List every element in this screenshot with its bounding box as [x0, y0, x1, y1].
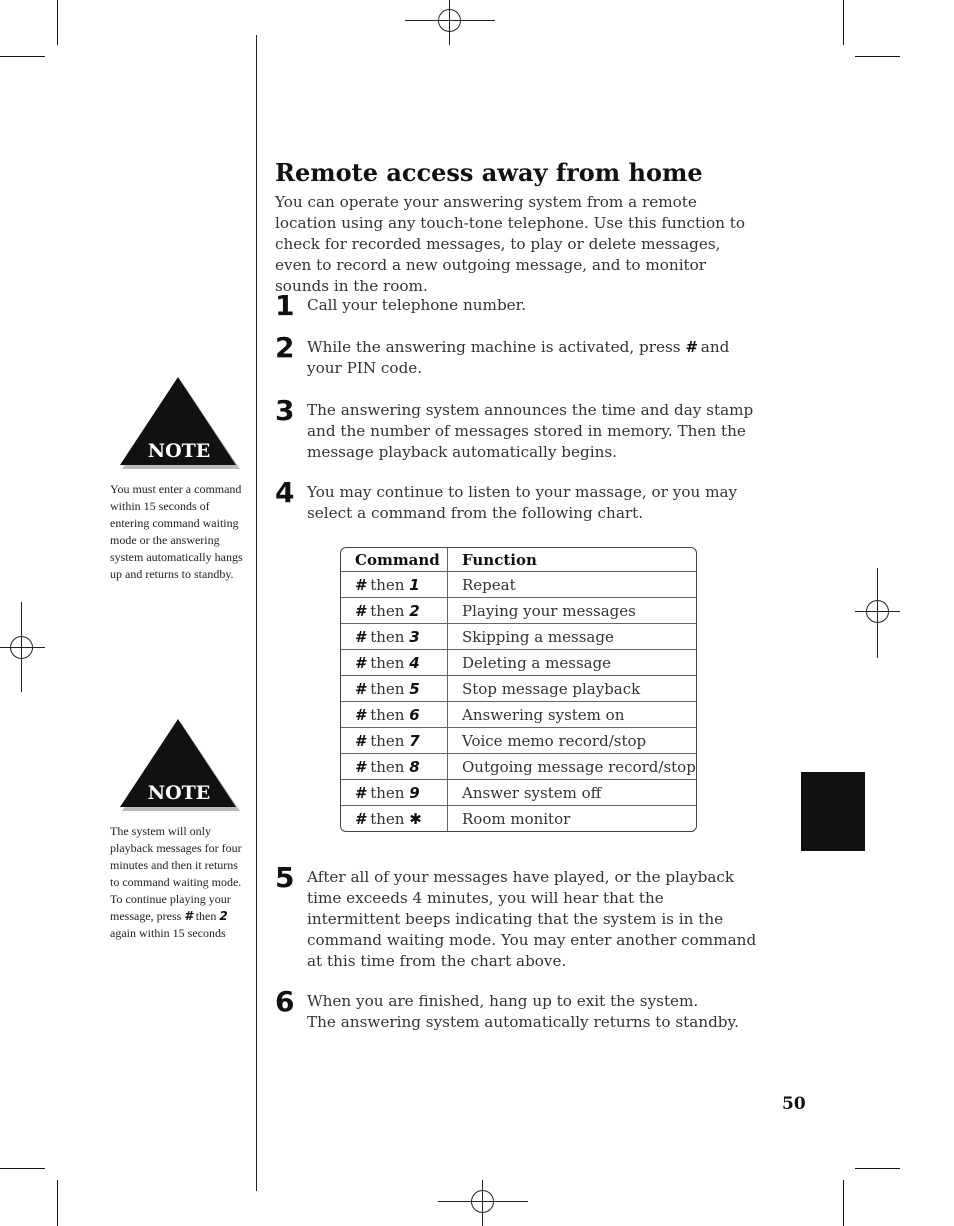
step-text-after: and your PIN code.	[307, 338, 730, 377]
intro-paragraph: You can operate your answering system from a remote location using any touch-tone telephone. Use this function to check for recorded messages, to play or delete messages, even to record a new outgoing message, and to monitor sounds in the room.	[275, 193, 746, 295]
key-symbol: 8	[409, 757, 420, 776]
function-cell: Stop message playback	[448, 676, 696, 702]
function-cell: Room monitor	[462, 809, 571, 828]
step-number: 6	[275, 985, 295, 1018]
step-5	[275, 861, 760, 972]
hash-key-symbol: #	[355, 809, 366, 828]
note-triangle-icon	[118, 717, 240, 815]
key-symbol: 1	[409, 575, 420, 594]
step-6	[275, 985, 760, 1033]
hash-key-symbol: #	[355, 575, 366, 594]
column-header-command: Command	[341, 548, 448, 572]
note-text-before: The system will only playback messages for four minutes and then it returns to command waiting mode. To continue playing your message, press	[110, 824, 242, 923]
step-1	[275, 289, 760, 322]
crop-mark	[57, 0, 58, 45]
note-text	[110, 823, 245, 942]
step-3	[275, 394, 760, 463]
key-symbol: 7	[409, 731, 420, 750]
table-row	[341, 624, 696, 650]
table-row	[341, 806, 696, 831]
step-text-line: When you are finished, hang up to exit the system.	[307, 992, 699, 1010]
function-cell: Outgoing message record/stop	[448, 754, 696, 780]
key-symbol: 5	[409, 679, 420, 698]
note-label: NOTE	[147, 782, 211, 804]
step-2	[275, 331, 760, 379]
note-badge	[118, 717, 240, 815]
command-cell	[341, 624, 448, 650]
hash-key-symbol: #	[355, 679, 366, 698]
crop-mark	[855, 1168, 900, 1169]
command-cell	[341, 728, 448, 754]
table-row	[341, 572, 696, 598]
step-text: After all of your messages have played, or the playback time exceeds 4 minutes, you will hear that the intermittent beeps indicating that the system is in the command waiting mode. You may enter another command at this time from the chart above.	[307, 868, 757, 970]
table-row	[341, 754, 696, 780]
then-word: then	[370, 653, 405, 672]
function-cell: Skipping a message	[448, 624, 696, 650]
hash-key-symbol: #	[355, 653, 366, 672]
table-row	[341, 702, 696, 728]
crop-mark	[843, 1180, 844, 1226]
step-text: The answering system announces the time and day stamp and the number of messages stored in memory. Then the message playback automatically begins.	[307, 401, 754, 461]
then-word: then	[370, 705, 405, 724]
then-word: then	[370, 731, 405, 750]
page-number: 50	[782, 1094, 806, 1114]
step-text-line: The answering system automatically returns to standby.	[307, 1013, 739, 1031]
then-word: then	[370, 601, 405, 620]
note-label: NOTE	[147, 440, 211, 462]
hash-key-symbol: #	[184, 909, 193, 923]
key-symbol: 2	[409, 601, 420, 620]
key-symbol: 3	[409, 627, 420, 646]
then-word: then	[370, 809, 405, 828]
hash-key-symbol: #	[355, 757, 366, 776]
note-text: You must enter a command within 15 seconds of entering command waiting mode or the answering system automatically hangs up and returns to standby.	[110, 482, 243, 581]
function-cell: Deleting a message	[448, 650, 696, 676]
margin-rule	[256, 35, 257, 1191]
command-cell	[341, 598, 448, 624]
crop-mark	[0, 56, 45, 57]
note-badge	[118, 375, 240, 473]
step-number: 5	[275, 861, 295, 894]
step-text: Call your telephone number.	[307, 296, 527, 314]
section-tab	[801, 772, 865, 851]
key-symbol: 4	[409, 653, 420, 672]
command-table	[340, 547, 697, 832]
then-word: then	[370, 575, 405, 594]
key-symbol: 9	[409, 783, 420, 802]
hash-key-symbol: #	[355, 627, 366, 646]
then-word: then	[370, 757, 405, 776]
key-symbol: 6	[409, 705, 420, 724]
key-symbol: ✱	[409, 809, 422, 828]
function-cell: Repeat	[448, 572, 696, 598]
crop-mark	[843, 0, 844, 45]
function-cell: Voice memo record/stop	[448, 728, 696, 754]
step-text-before: While the answering machine is activated, press	[307, 338, 686, 356]
then-word: then	[370, 783, 405, 802]
column-header-function: Function	[448, 548, 696, 572]
hash-key-symbol: #	[355, 783, 366, 802]
then-word: then	[192, 909, 220, 923]
hash-key-symbol: #	[685, 338, 696, 356]
registration-mark	[855, 568, 900, 658]
function-cell: Answer system off	[448, 780, 696, 806]
hash-key-symbol: #	[355, 601, 366, 620]
hash-key-symbol: #	[355, 705, 366, 724]
registration-mark	[0, 602, 45, 692]
registration-mark	[438, 1180, 528, 1226]
table-row	[341, 598, 696, 624]
step-number: 3	[275, 394, 295, 427]
hash-key-symbol: #	[355, 731, 366, 750]
table-row	[341, 728, 696, 754]
command-cell	[341, 650, 448, 676]
function-cell: Answering system on	[448, 702, 696, 728]
command-cell	[341, 572, 448, 598]
step-text: You may continue to listen to your massage, or you may select a command from the following chart.	[307, 483, 738, 522]
table-header-row	[341, 548, 696, 572]
function-cell: Playing your messages	[448, 598, 696, 624]
note-triangle-icon	[118, 375, 240, 473]
step-number: 4	[275, 476, 295, 509]
crop-mark	[855, 56, 900, 57]
command-cell	[341, 754, 448, 780]
step-number: 1	[275, 289, 295, 322]
then-word: then	[370, 679, 405, 698]
step-text	[307, 337, 760, 379]
crop-mark	[0, 1168, 45, 1169]
key-symbol: 2	[219, 909, 228, 923]
table-row	[341, 780, 696, 806]
table-row	[341, 676, 696, 702]
step-4	[275, 476, 760, 524]
registration-mark	[405, 0, 495, 45]
table-row	[341, 650, 696, 676]
then-word: then	[370, 627, 405, 646]
crop-mark	[57, 1180, 58, 1226]
command-cell	[341, 780, 448, 806]
step-number: 2	[275, 331, 295, 364]
step-text	[307, 991, 760, 1033]
command-cell	[341, 702, 448, 728]
command-cell	[341, 676, 448, 702]
note-text-after: again within 15 seconds	[110, 926, 226, 940]
command-cell	[341, 806, 448, 831]
page-title: Remote access away from home	[275, 158, 703, 187]
